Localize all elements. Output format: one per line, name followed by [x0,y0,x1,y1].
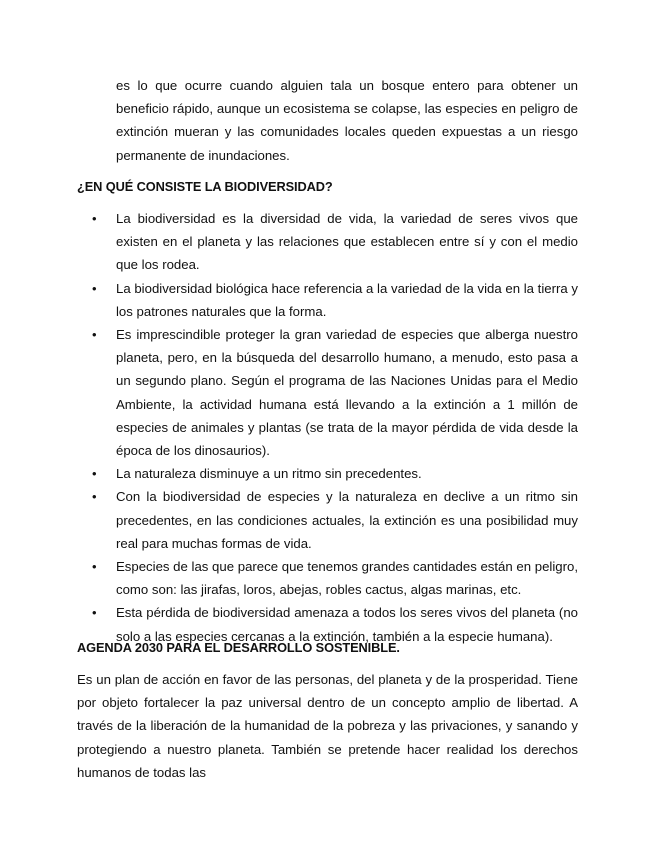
bullet-icon: • [92,466,97,482]
agenda-paragraph: Es un plan de acción en favor de las personas, del planeta y de la prosperidad. Tiene por objeto fortalecer la paz universal dentro de un concepto amplio de libertad. A través de la liberación de la humanidad de la pobreza y las privaciones, y sanando y protegiendo a nuestro planeta. También se pretende hacer realidad los derechos humanos de todas las [77,672,578,780]
bullet-text: Especies de las que parece que tenemos grandes cantidades están en peligro, como son: las jirafas, loros, abejas, robles cactus, algas marinas, etc. [116,559,578,598]
bullet-text: Esta pérdida de biodiversidad amenaza a todos los seres vivos del planeta (no solo a las especies cercanas a la extinción, también a la especie humana). [116,605,578,644]
bullet-icon: • [92,489,97,505]
bullet-item [0,323,655,462]
bullet-icon: • [92,211,97,226]
agenda-heading: AGENDA 2030 PARA EL DESARROLLO SOSTENIBLE. [77,640,400,655]
bullet-item [0,462,655,485]
intro-continuation-paragraph: es lo que ocurre cuando alguien tala un bosque entero para obtener un beneficio rápido, aunque un ecosistema se colapse, las especies en peligro de extinción mueran y las comunidades locales queden expuestas a un riesgo permanente de inundaciones. [116,78,578,163]
bullet-text: La naturaleza disminuye a un ritmo sin precedentes. [116,466,422,482]
bullet-icon: • [92,605,97,621]
bullet-item [0,555,655,601]
bullet-icon: • [92,559,97,575]
bullet-text: La biodiversidad biológica hace referencia a la variedad de la vida en la tierra y los patrones naturales que la forma. [116,280,578,319]
biodiversity-bullet-list [0,207,655,648]
bullet-item [0,485,655,555]
bullet-item [0,207,655,277]
bullet-text: Es imprescindible proteger la gran variedad de especies que alberga nuestro planeta, pero, en la búsqueda del desarrollo humano, a menudo, esto pasa a un segundo plano. Según el programa de las Naciones Unidas para el Medio Ambiente, la actividad humana está llevando a la extinción a 1 millón de especies de animales y plantas (se trata de la mayor pérdida de vida desde la época de los dinosaurios). [116,327,578,459]
bullet-text: Con la biodiversidad de especies y la naturaleza en declive a un ritmo sin precedentes, en las condiciones actuales, la extinción es una posibilidad muy real para muchas formas de vida. [116,489,578,551]
bullet-item [0,277,655,323]
biodiversity-heading: ¿EN QUÉ CONSISTE LA BIODIVERSIDAD? [77,179,333,194]
bullet-icon: • [92,327,97,343]
bullet-icon: • [92,280,97,296]
bullet-text: La biodiversidad es la diversidad de vida, la variedad de seres vivos que existen en el planeta y las relaciones que establecen entre sí y con el medio que los rodea. [116,211,578,273]
